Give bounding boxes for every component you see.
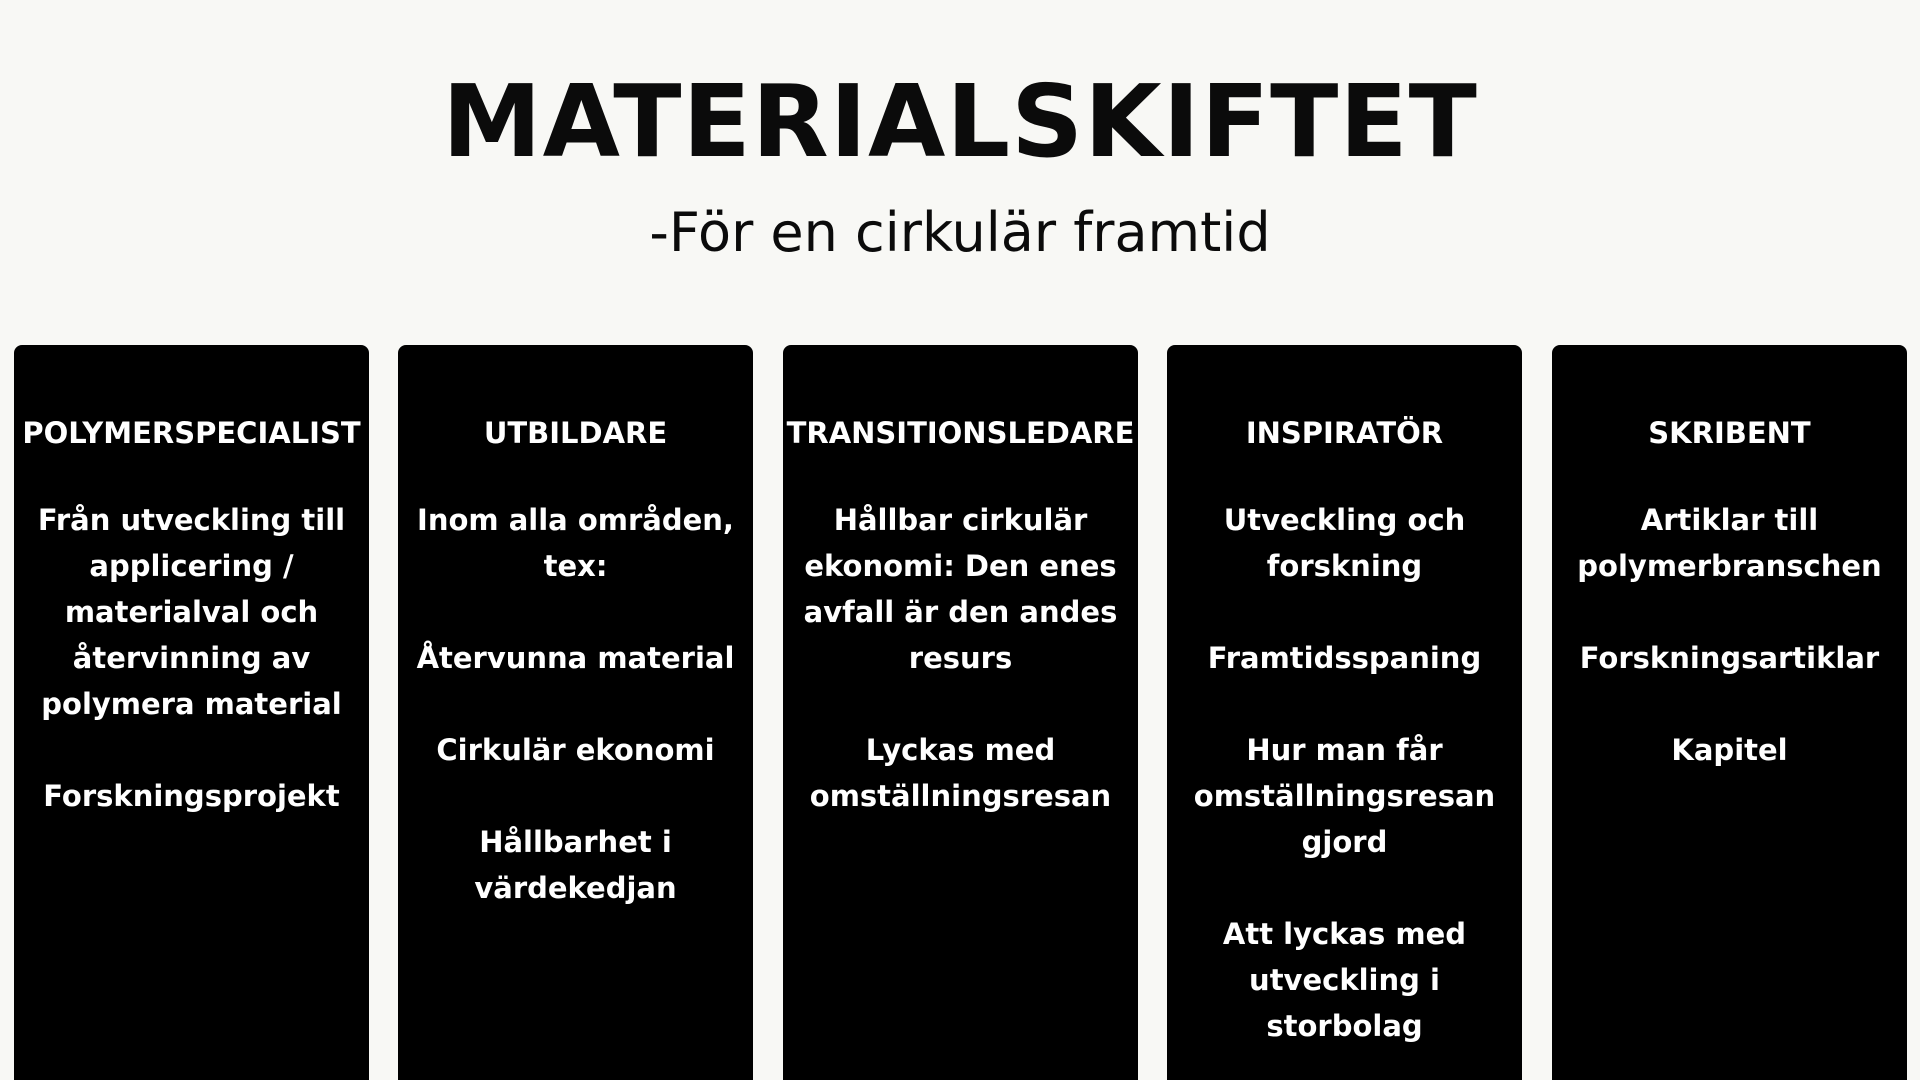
role-cards xyxy=(14,345,1908,1080)
card-item: Framtidsspaning xyxy=(1207,640,1482,675)
card-utbildare xyxy=(398,345,753,1080)
card-item: Artiklar till polymerbranschen xyxy=(1577,502,1882,583)
card-polymerspecialist xyxy=(14,345,369,1080)
card-item: Att lyckas med utveckling i storbolag xyxy=(1222,916,1467,1043)
card-heading: UTBILDARE xyxy=(483,416,668,450)
card-item: Utveckling och forskning xyxy=(1223,502,1466,583)
card-skribent xyxy=(1552,345,1907,1080)
card-transitionsledare xyxy=(783,345,1138,1080)
card-item: Inom alla områden, tex: xyxy=(417,502,734,583)
card-item: Kapitel xyxy=(1671,732,1788,767)
card-item: Hållbar cirkulär ekonomi: Den enes avfall är den andes resurs xyxy=(803,502,1118,675)
card-heading: POLYMERSPECIALIST xyxy=(22,416,361,450)
card-heading: INSPIRATÖR xyxy=(1245,416,1444,450)
card-heading: SKRIBENT xyxy=(1648,416,1811,450)
card-item: Forskningsprojekt xyxy=(43,778,340,813)
page-title: MATERIALSKIFTET xyxy=(442,63,1478,180)
card-inspirator xyxy=(1167,345,1522,1080)
page-subtitle: -För en cirkulär framtid xyxy=(649,201,1271,264)
card-item: Hållbarhet i värdekedjan xyxy=(474,824,677,905)
card-item: Återvunna material xyxy=(416,640,735,675)
card-heading: TRANSITIONSLEDARE xyxy=(786,416,1135,450)
card-item: Forskningsartiklar xyxy=(1579,640,1880,675)
card-item: Lyckas med omställningsresan xyxy=(809,732,1112,813)
card-item: Cirkulär ekonomi xyxy=(436,732,715,767)
card-item: Hur man får omställningsresan gjord xyxy=(1193,732,1496,859)
card-item: Från utveckling till applicering / materialval och återvinning av polymera material xyxy=(37,502,346,721)
